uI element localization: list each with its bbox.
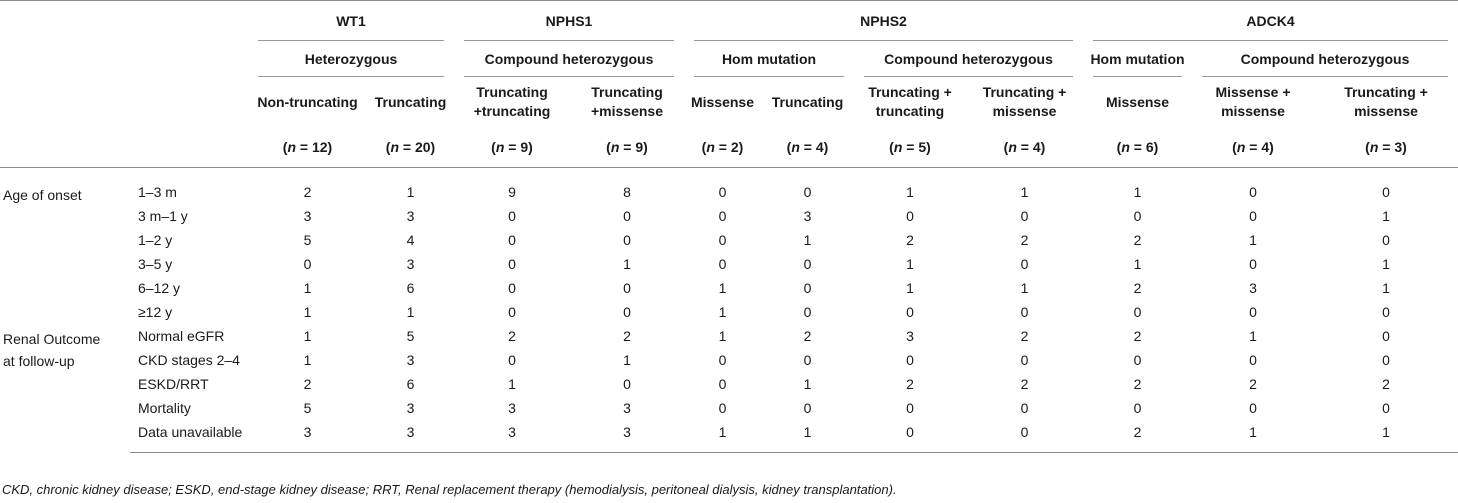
table-cell: 1: [508, 376, 516, 392]
table-cell: 1: [1133, 256, 1142, 272]
gene-header: NPHS1: [454, 1, 684, 42]
subtype-header: [367, 77, 454, 127]
n-symbol: n: [893, 139, 903, 155]
subtype-header-line: Missense: [1105, 93, 1170, 110]
table-cell: 1: [718, 280, 727, 296]
subtype-header: [966, 77, 1083, 127]
table-cell: 3: [367, 420, 454, 453]
n-symbol: n: [610, 139, 620, 155]
table-cell: 2: [803, 328, 812, 344]
table-row: [0, 228, 1458, 252]
subtype-header-line: Truncating: [771, 93, 844, 110]
table-cell: 0: [623, 376, 631, 392]
table-cell: 1: [623, 256, 631, 272]
table-cell: 0: [1249, 184, 1257, 200]
table-cell: 0: [1249, 304, 1257, 320]
subtype-header: [1192, 77, 1314, 127]
subtype-header-line: Missense +: [1215, 84, 1291, 100]
sample-size-header: (n = 4): [966, 127, 1083, 168]
table-cell: 1: [761, 420, 854, 453]
row-label: CKD stages 2–4: [138, 352, 240, 368]
table-cell: 2: [1249, 376, 1257, 392]
table-cell: 1: [1020, 184, 1029, 200]
n-symbol: n: [1236, 139, 1246, 155]
table-cell: 1: [1382, 208, 1390, 224]
table-cell: 1: [1020, 280, 1029, 296]
mutation-type-header: Compound heterozygous: [454, 41, 684, 77]
mutation-type-header: Heterozygous: [248, 41, 454, 77]
sample-size-value: 4: [1032, 139, 1041, 155]
table-cell: 3: [248, 420, 367, 453]
table-cell: 1: [623, 352, 631, 368]
sample-size-value: 9: [635, 139, 644, 155]
table-cell: 0: [803, 280, 812, 296]
group-label-line: at follow-up: [3, 353, 75, 369]
table-cell: 0: [1382, 352, 1390, 368]
gene-header: ADCK4: [1083, 1, 1458, 42]
subtype-header: [454, 77, 570, 127]
table-cell: 0: [1382, 328, 1390, 344]
table-cell: 0: [1249, 400, 1257, 416]
subtype-header: [248, 77, 367, 127]
table-cell: 3: [1249, 280, 1257, 296]
table-cell: 2: [623, 328, 631, 344]
table-row: [0, 372, 1458, 396]
table-cell: 1: [1249, 328, 1257, 344]
table-cell: 2: [303, 376, 312, 392]
table-cell: 0: [1249, 208, 1257, 224]
subtype-header-row: [0, 77, 1458, 127]
table-cell: 1: [303, 352, 312, 368]
table-cell: 0: [623, 280, 631, 296]
mutation-type-header: Compound heterozygous: [1192, 41, 1458, 77]
table-cell: 1: [1314, 420, 1458, 453]
subtype-header: [1314, 77, 1458, 127]
table-cell: 1: [684, 420, 761, 453]
group-label: [0, 168, 130, 325]
table-cell: 0: [906, 304, 914, 320]
sample-size-header: (n = 9): [454, 127, 570, 168]
gene-header: NPHS2: [684, 1, 1083, 42]
table-cell: 1: [906, 256, 914, 272]
table-cell: 3: [406, 400, 415, 416]
table-cell: 3: [406, 256, 415, 272]
row-label: ESKD/RRT: [138, 376, 209, 392]
table-row: [0, 204, 1458, 228]
table-cell: 0: [1020, 304, 1029, 320]
table-cell: 0: [508, 232, 516, 248]
table-header: [0, 1, 1458, 168]
subtype-header: [570, 77, 684, 127]
table-cell: 2: [1133, 232, 1142, 248]
table-cell: 8: [623, 184, 631, 200]
sample-size-value: 4: [1261, 139, 1270, 155]
n-symbol: n: [390, 139, 399, 155]
table-cell: 2: [1382, 376, 1390, 392]
table-cell: 1: [1192, 420, 1314, 453]
subtype-header-line: Missense: [690, 93, 755, 110]
table-cell: 4: [406, 232, 415, 248]
table-cell: 0: [906, 400, 914, 416]
table-cell: 0: [1020, 208, 1029, 224]
n-symbol: n: [706, 139, 715, 155]
table-cell: 3: [803, 208, 812, 224]
table-cell: 0: [1133, 352, 1142, 368]
n-symbol: n: [1369, 139, 1379, 155]
table-cell: 0: [803, 304, 812, 320]
table-cell: 0: [508, 352, 516, 368]
row-label: 1–3 m: [138, 184, 177, 200]
table-cell: 1: [406, 184, 415, 200]
table-cell: 9: [508, 184, 516, 200]
mutation-type-header: Compound heterozygous: [854, 41, 1083, 77]
table-cell: 0: [1020, 352, 1029, 368]
n-symbol: n: [1008, 139, 1017, 155]
table-cell: 0: [854, 420, 966, 453]
table-cell: 6: [406, 280, 415, 296]
subtype-header-line: missense: [1354, 103, 1418, 119]
table-body: [0, 168, 1458, 453]
sample-size-header: (n = 3): [1314, 127, 1458, 168]
table-cell: 2: [906, 376, 914, 392]
group-label: [0, 324, 130, 453]
table-cell: 2: [508, 328, 516, 344]
table-cell: 0: [906, 352, 914, 368]
table-cell: 1: [718, 328, 727, 344]
table-cell: 3: [303, 208, 312, 224]
sample-size-header: (n = 20): [367, 127, 454, 168]
table-cell: 0: [508, 256, 516, 272]
table-cell: 1: [303, 304, 312, 320]
sample-size-value: 2: [730, 139, 739, 155]
table-cell: 2: [1133, 280, 1142, 296]
table-cell: 2: [303, 184, 312, 200]
sample-size-value: 12: [311, 139, 328, 155]
table-cell: 0: [803, 400, 812, 416]
sample-size-value: 4: [815, 139, 824, 155]
header-corner: [0, 127, 248, 168]
table-cell: 1: [906, 280, 914, 296]
table-cell: 1: [803, 376, 812, 392]
table-cell: 0: [508, 304, 516, 320]
table-row: [0, 168, 1458, 205]
subtype-header-line: Truncating +: [982, 84, 1067, 100]
header-corner: [0, 41, 248, 77]
row-label: Data unavailable: [130, 420, 248, 453]
sample-size-value: 3: [1394, 139, 1403, 155]
table-cell: 0: [508, 280, 516, 296]
table-cell: 0: [718, 376, 727, 392]
table-cell: 1: [1382, 280, 1390, 296]
sample-size-header: (n = 2): [684, 127, 761, 168]
table-cell: 0: [803, 184, 812, 200]
sample-size-header: (n = 12): [248, 127, 367, 168]
table-cell: 3: [406, 352, 415, 368]
table-cell: 0: [1133, 400, 1142, 416]
mutation-type-header-row: [0, 41, 1458, 77]
subtype-header-line: missense: [992, 103, 1057, 119]
table-cell: 0: [623, 304, 631, 320]
table-cell: 0: [803, 352, 812, 368]
table-cell: 0: [1382, 232, 1390, 248]
table-footnote: CKD, chronic kidney disease; ESKD, end-stage kidney disease; RRT, Renal replacement therapy (hemodialysis, peritoneal dialysis, kidney transplantation).: [2, 482, 897, 497]
table-cell: 1: [303, 280, 312, 296]
table-row: [0, 300, 1458, 324]
sample-size-value: 9: [520, 139, 529, 155]
table-cell: 2: [1020, 376, 1029, 392]
table-cell: 0: [803, 256, 812, 272]
table-cell: 2: [1133, 328, 1142, 344]
table-cell: 0: [718, 208, 727, 224]
header-corner: [0, 1, 248, 42]
n-symbol: n: [287, 139, 296, 155]
table-cell: 0: [1133, 304, 1142, 320]
table-cell: 0: [906, 208, 914, 224]
subtype-header-line: Truncating +: [1344, 84, 1428, 100]
gene-header: WT1: [248, 1, 454, 42]
table-cell: 0: [1382, 304, 1390, 320]
table-cell: 0: [1382, 400, 1390, 416]
table-cell: 1: [1382, 256, 1390, 272]
table-cell: 0: [303, 256, 312, 272]
table-cell: 2: [906, 232, 914, 248]
table-cell: 0: [718, 256, 727, 272]
subtype-header-line: Truncating: [476, 84, 548, 100]
table-cell: 5: [303, 232, 312, 248]
table-cell: 2: [1133, 376, 1142, 392]
n-symbol: n: [791, 139, 800, 155]
table-cell: 1: [406, 304, 415, 320]
sample-size-value: 20: [414, 139, 431, 155]
table-cell: 3: [906, 328, 914, 344]
subtype-header-line: Truncating: [374, 93, 447, 110]
table-cell: 1: [303, 328, 312, 344]
group-label-line: Renal Outcome: [3, 331, 101, 347]
table-cell: 5: [303, 400, 312, 416]
sample-size-value: 6: [1145, 139, 1154, 155]
subtype-header: [761, 77, 854, 127]
table-cell: 2: [1020, 328, 1029, 344]
mutation-type-header: Hom mutation: [684, 41, 854, 77]
table-cell: 0: [623, 208, 631, 224]
row-label: 3–5 y: [138, 256, 173, 272]
subtype-header: [1083, 77, 1192, 127]
table-cell: 0: [718, 184, 727, 200]
sample-size-header: (n = 5): [854, 127, 966, 168]
table-cell: 0: [718, 400, 727, 416]
table-cell: 1: [1249, 232, 1257, 248]
table-row: [0, 324, 1458, 348]
subtype-header-line: Truncating +: [868, 84, 952, 100]
table-cell: 0: [966, 420, 1083, 453]
sample-size-header: (n = 9): [570, 127, 684, 168]
table-cell: 3: [454, 420, 570, 453]
sample-size-value: 5: [918, 139, 927, 155]
subtype-header-line: Non-truncating: [257, 93, 358, 110]
row-label: Mortality: [138, 400, 191, 416]
subtype-header: [684, 77, 761, 127]
sample-size-header-row: [0, 127, 1458, 168]
table-cell: 6: [406, 376, 415, 392]
row-label: Normal eGFR: [138, 328, 225, 344]
table-cell: 2: [1020, 232, 1029, 248]
sample-size-header: (n = 4): [761, 127, 854, 168]
subtype-header-line: truncating: [875, 103, 945, 119]
row-label: 6–12 y: [138, 280, 181, 296]
table-cell: 5: [406, 328, 415, 344]
subtype-header-line: Truncating: [591, 84, 663, 100]
table-row: [0, 276, 1458, 300]
table-cell: 3: [570, 420, 684, 453]
table-cell: 2: [1083, 420, 1192, 453]
table-cell: 1: [803, 232, 812, 248]
row-label: 1–2 y: [138, 232, 173, 248]
table-cell: 0: [508, 208, 516, 224]
table-cell: 1: [1133, 184, 1142, 200]
mutation-type-header: Hom mutation: [1083, 41, 1192, 77]
table-cell: 0: [1133, 208, 1142, 224]
subtype-header-line: missense: [1221, 103, 1285, 119]
table-cell: 1: [718, 304, 727, 320]
table-cell: 3: [508, 400, 516, 416]
table-cell: 0: [1382, 184, 1390, 200]
table-cell: 3: [623, 400, 631, 416]
gene-header-row: [0, 1, 1458, 42]
sample-size-header: (n = 4): [1192, 127, 1314, 168]
table-cell: 0: [718, 232, 727, 248]
table-row: [0, 420, 1458, 453]
subtype-header-line: +truncating: [473, 103, 551, 119]
sample-size-header: (n = 6): [1083, 127, 1192, 168]
subtype-header: [854, 77, 966, 127]
table-cell: 0: [1249, 352, 1257, 368]
table-cell: 1: [906, 184, 914, 200]
table-row: [0, 348, 1458, 372]
subtype-header-line: +missense: [591, 103, 663, 119]
header-corner: [0, 77, 248, 127]
table-cell: 0: [1249, 256, 1257, 272]
table-row: [0, 396, 1458, 420]
group-label-line: Age of onset: [3, 187, 82, 203]
table-cell: 0: [1020, 256, 1029, 272]
table-cell: 0: [623, 232, 631, 248]
table-cell: 0: [1020, 400, 1029, 416]
row-label: ≥12 y: [138, 304, 173, 320]
table-cell: 3: [406, 208, 415, 224]
n-symbol: n: [495, 139, 505, 155]
table-cell: 0: [718, 352, 727, 368]
table-row: [0, 252, 1458, 276]
row-label: 3 m–1 y: [138, 208, 188, 224]
n-symbol: n: [1121, 139, 1130, 155]
